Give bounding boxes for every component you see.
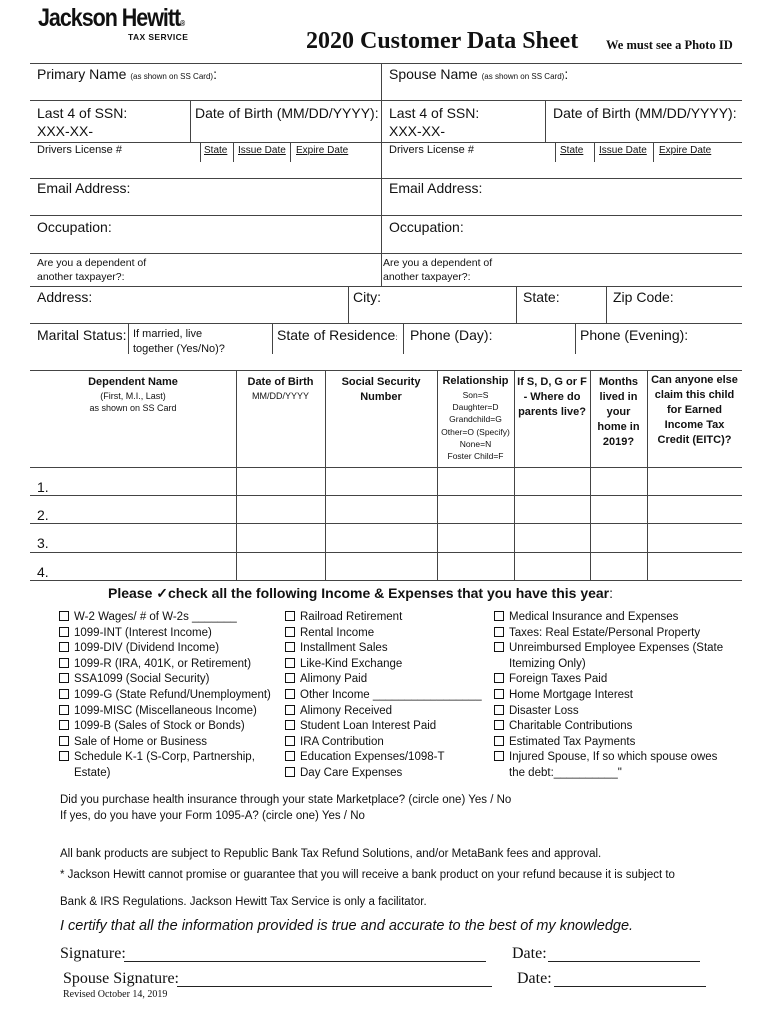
signature-date-line[interactable] — [548, 961, 700, 962]
checklist-item-label: Estate) — [74, 767, 111, 779]
income-checklist-item[interactable] — [285, 735, 384, 751]
col-header-months — [590, 375, 647, 450]
address-field[interactable]: Address: — [37, 289, 93, 305]
spouse-email-field[interactable]: Email Address: — [389, 180, 483, 196]
expense-checklist-item[interactable] — [494, 641, 723, 657]
relationship-code: Grandchild=G — [449, 414, 502, 425]
checkbox-icon[interactable] — [285, 673, 295, 683]
primary-ssn-field[interactable]: XXX-XX- — [37, 123, 94, 139]
checklist-item-label: the debt:__________" — [509, 767, 622, 779]
income-checklist-item[interactable] — [285, 766, 402, 782]
checkbox-icon[interactable] — [494, 673, 504, 683]
checklist-item-label: Alimony Paid — [300, 673, 368, 686]
checkbox-icon[interactable] — [494, 751, 504, 761]
income-title-text: check all the following Income & Expenses that you have this year — [168, 585, 610, 601]
spouse-license-expire-date[interactable]: Expire Date — [659, 145, 712, 156]
income-checklist-item[interactable] — [59, 719, 245, 735]
grid-line — [30, 253, 742, 254]
spouse-name-field[interactable] — [389, 66, 568, 82]
checkbox-icon[interactable] — [59, 720, 69, 730]
col-header-name-title: Dependent Name — [88, 376, 178, 388]
dependent-row-1[interactable]: 1. — [37, 479, 49, 495]
spouse-dob-field[interactable]: Date of Birth (MM/DD/YYYY): — [553, 105, 737, 121]
grid-divider — [128, 323, 129, 354]
expense-checklist-item[interactable] — [494, 750, 717, 766]
col-header-dob — [236, 375, 325, 402]
col-header-eitc-line1: Can anyone else — [651, 374, 738, 386]
expense-checklist-item[interactable] — [494, 735, 635, 751]
checkbox-icon[interactable] — [285, 611, 295, 621]
income-checklist-item[interactable] — [59, 626, 212, 642]
col-header-ssn-line2: Number — [360, 391, 402, 403]
primary-dob-field[interactable]: Date of Birth (MM/DD/YYYY): — [195, 105, 379, 121]
checklist-item-label: IRA Contribution — [300, 735, 384, 748]
spouse-ssn-field[interactable]: XXX-XX- — [389, 123, 446, 139]
relationship-code: Foster Child=F — [447, 451, 504, 462]
checklist-item-label: SSA1099 (Social Security) — [74, 673, 210, 686]
col-header-ssn — [325, 375, 437, 405]
married-live-together-question[interactable] — [133, 327, 225, 357]
income-checklist-item[interactable] — [285, 704, 392, 720]
primary-name-label: Primary Name — [37, 66, 127, 82]
checkbox-icon[interactable] — [59, 705, 69, 715]
checkbox-icon[interactable] — [59, 658, 69, 668]
checklist-item-label: Day Care Expenses — [300, 767, 403, 779]
income-checklist-continuation — [59, 766, 110, 782]
relationship-codes — [437, 389, 514, 462]
income-checklist-item[interactable] — [285, 719, 436, 735]
checkbox-icon[interactable] — [59, 689, 69, 699]
spouse-license-state[interactable]: State — [560, 145, 584, 156]
grid-divider — [272, 323, 273, 354]
income-checklist-item[interactable] — [285, 610, 402, 626]
checklist-item-label: Alimony Received — [300, 704, 393, 717]
col-header-months-line3: your — [606, 406, 631, 418]
checkbox-icon[interactable] — [285, 751, 295, 761]
col-header-dob-sub: MM/DD/YYYY — [251, 391, 309, 401]
signature-label: Signature: — [60, 945, 126, 962]
col-header-relationship — [437, 374, 514, 462]
table-line — [30, 495, 742, 496]
primary-name-colon: : — [213, 66, 217, 82]
expense-checklist-item[interactable] — [494, 672, 607, 688]
relationship-code: Daughter=D — [452, 402, 499, 413]
checkbox-icon[interactable] — [285, 627, 295, 637]
col-header-name-sub1: (First, M.I., Last) — [100, 391, 166, 401]
certification-statement: I certify that all the information provided is true and accurate to the best of my knowledge. — [60, 918, 634, 934]
relationship-code: Son=S — [462, 390, 489, 400]
logo-subtitle: TAX SERVICE — [128, 32, 189, 42]
income-checklist-item[interactable] — [285, 672, 367, 688]
income-checklist-item[interactable] — [59, 610, 237, 626]
checkbox-icon[interactable] — [285, 642, 295, 652]
col-header-eitc — [647, 373, 742, 448]
income-checklist-item[interactable] — [59, 750, 255, 766]
checklist-item-label: Installment Sales — [300, 642, 388, 655]
col-header-eitc-line3: for Earned — [666, 404, 722, 416]
phone-evening-field[interactable]: Phone (Evening): — [580, 327, 689, 343]
checklist-item-label: 1099-R (IRA, 401K, or Retirement) — [74, 657, 252, 670]
spouse-date-label: Date: — [517, 970, 552, 987]
checkbox-icon[interactable] — [285, 689, 295, 699]
checklist-item-label: Medical Insurance and Expenses — [509, 611, 679, 623]
signature-date-label: Date: — [512, 945, 547, 962]
dependent-row-4[interactable]: 4. — [37, 564, 49, 580]
marital-status-field[interactable]: Marital Status: — [37, 327, 127, 343]
state-of-residence-colon: : — [395, 333, 398, 342]
table-line — [30, 552, 742, 553]
income-section-title — [108, 585, 613, 602]
checkbox-icon[interactable] — [494, 689, 504, 699]
checkbox-icon[interactable] — [59, 751, 69, 761]
col-header-months-line4: home in — [597, 421, 640, 433]
checklist-item-label: Disaster Loss — [509, 704, 579, 717]
income-checklist-item[interactable] — [59, 688, 271, 704]
primary-email-field[interactable]: Email Address: — [37, 180, 131, 196]
checkbox-icon[interactable] — [494, 611, 504, 621]
spouse-license-issue-date[interactable]: Issue Date — [599, 145, 647, 156]
expense-checklist-item[interactable] — [494, 626, 700, 642]
checklist-item-label: Education Expenses/1098-T — [300, 751, 445, 764]
primary-license-expire-date[interactable]: Expire Date — [296, 145, 349, 156]
col-header-ssn-line1: Social Security — [341, 376, 421, 388]
checklist-item-label: Unreimbursed Employee Expenses (State — [509, 642, 724, 655]
col-header-months-line1: Months — [598, 376, 639, 388]
state-field[interactable]: State: — [523, 289, 560, 305]
photo-id-notice: We must see a Photo ID — [606, 38, 733, 52]
income-checklist-item[interactable] — [59, 641, 219, 657]
disclaimer-line-2: * Jackson Hewitt cannot promise or guarantee that you will receive a bank product on your refund because it is subject to — [60, 869, 675, 881]
disclaimer-line-3: Bank & IRS Regulations. Jackson Hewitt Tax Service is only a facilitator. — [60, 896, 427, 908]
dependent-row-3[interactable]: 3. — [37, 535, 49, 551]
spouse-dependent-question-line2: another taxpayer?: — [383, 271, 471, 283]
checkbox-icon[interactable] — [285, 658, 295, 668]
spouse-ssn-label: Last 4 of SSN: — [389, 105, 480, 121]
income-checklist-item[interactable] — [285, 641, 388, 657]
table-line — [30, 523, 742, 524]
checkbox-icon[interactable] — [494, 705, 504, 715]
grid-line — [30, 142, 742, 143]
expense-checklist-item[interactable] — [494, 688, 633, 704]
state-of-residence-label: State of Residence — [277, 327, 396, 343]
table-line — [30, 467, 742, 468]
checklist-item-label: Estimated Tax Payments — [509, 735, 636, 748]
col-header-eitc-line5: Credit (EITC)? — [657, 434, 732, 446]
dependent-row-2[interactable]: 2. — [37, 507, 49, 523]
income-checklist-item[interactable] — [285, 750, 444, 766]
primary-name-field[interactable] — [37, 66, 217, 82]
checkbox-icon[interactable] — [59, 736, 69, 746]
checklist-item-label: 1099-B (Sales of Stock or Bonds) — [74, 720, 245, 733]
primary-name-note: (as shown on SS Card) — [130, 72, 214, 81]
logo-registered-mark: ® — [180, 19, 185, 28]
expense-checklist-continuation — [494, 766, 622, 782]
checkbox-icon[interactable] — [59, 642, 69, 652]
grid-line — [30, 370, 742, 371]
form-1095a-question[interactable]: If yes, do you have your Form 1095-A? (circle one) Yes / No — [60, 810, 365, 822]
spouse-signature-line[interactable] — [177, 986, 492, 987]
col-header-eitc-line4: Income Tax — [664, 419, 725, 431]
grid-divider — [233, 142, 234, 162]
married-question-line2: together (Yes/No)? — [133, 343, 225, 355]
logo-name: Jackson Hewitt — [38, 4, 181, 32]
revision-date: Revised October 14, 2019 — [63, 989, 168, 1000]
grid-divider — [403, 323, 404, 354]
relationship-code: None=N — [459, 438, 492, 449]
checklist-item-label: Sale of Home or Business — [74, 735, 207, 748]
grid-divider — [545, 100, 546, 142]
checkbox-icon[interactable] — [285, 720, 295, 730]
checkbox-icon[interactable] — [494, 627, 504, 637]
col-header-parents-line3: parents live? — [518, 406, 586, 418]
checklist-item-label: 1099-MISC (Miscellaneous Income) — [74, 704, 257, 717]
married-question-line1: If married, live — [133, 328, 203, 340]
checkbox-icon[interactable] — [494, 736, 504, 746]
col-header-months-line2: lived in — [599, 391, 638, 403]
checklist-item-label: Other Income _________________ — [300, 689, 482, 701]
state-of-residence-field[interactable] — [277, 327, 398, 343]
col-header-dependent-name — [30, 375, 236, 414]
grid-divider — [555, 142, 556, 162]
spouse-name-colon: : — [564, 66, 569, 82]
checkbox-icon[interactable] — [59, 673, 69, 683]
checkmark-icon: ✓ — [156, 585, 168, 601]
checklist-item-label: Like-Kind Exchange — [300, 657, 403, 670]
grid-divider — [594, 142, 595, 162]
checklist-item-label: Injured Spouse, If so which spouse owes — [509, 751, 718, 764]
col-header-rel-title: Relationship — [442, 375, 509, 387]
checkbox-icon[interactable] — [285, 767, 295, 777]
income-checklist-item[interactable] — [59, 657, 251, 673]
form-title: 2020 Customer Data Sheet — [306, 28, 579, 54]
grid-divider — [200, 142, 201, 162]
income-checklist-item[interactable] — [59, 672, 210, 688]
col-header-name-sub2: as shown on SS Card — [89, 403, 177, 413]
checkbox-icon[interactable] — [285, 736, 295, 746]
grid-line — [30, 100, 742, 101]
income-checklist-item[interactable] — [285, 657, 402, 673]
expense-checklist-continuation — [494, 657, 586, 673]
income-title-colon: : — [609, 585, 614, 601]
checklist-item-label: Foreign Taxes Paid — [509, 673, 608, 686]
col-header-eitc-line2: claim this child — [654, 389, 735, 401]
city-field[interactable]: City: — [353, 289, 381, 305]
company-logo — [38, 4, 184, 33]
grid-divider — [348, 286, 349, 323]
grid-divider — [290, 142, 291, 162]
col-header-dob-title: Date of Birth — [247, 376, 314, 388]
income-checklist-item[interactable] — [285, 688, 482, 704]
signature-line[interactable] — [124, 961, 486, 962]
income-checklist-item[interactable] — [59, 704, 257, 720]
grid-line — [30, 286, 742, 287]
primary-dependent-question-line1: Are you a dependent of — [37, 257, 147, 269]
checklist-item-label: Rental Income — [300, 626, 375, 639]
disclaimer-line-1: All bank products are subject to Republic Bank Tax Refund Solutions, and/or MetaBank fees and approval. — [60, 848, 602, 860]
checklist-item-label: Charitable Contributions — [509, 720, 633, 733]
checklist-item-label: Home Mortgage Interest — [509, 689, 634, 701]
zip-code-field[interactable]: Zip Code: — [613, 289, 674, 305]
grid-line — [30, 63, 742, 64]
checkbox-icon[interactable] — [494, 720, 504, 730]
income-checklist-item[interactable] — [285, 626, 374, 642]
grid-divider — [653, 142, 654, 162]
col-header-parents-line2: - Where do — [523, 391, 581, 403]
spouse-dependent-question-line1: Are you a dependent of — [383, 257, 493, 269]
spouse-license-field[interactable]: Drivers License # — [389, 144, 474, 156]
primary-license-issue-date[interactable]: Issue Date — [238, 145, 286, 156]
checklist-item-label: Taxes: Real Estate/Personal Property — [509, 626, 701, 639]
grid-divider — [575, 323, 576, 354]
checkbox-icon[interactable] — [59, 611, 69, 621]
checklist-item-label: W-2 Wages/ # of W-2s _______ — [74, 611, 237, 623]
phone-day-field[interactable]: Phone (Day): — [410, 327, 493, 343]
income-title-pre: Please — [108, 585, 157, 601]
grid-line — [30, 215, 742, 216]
primary-ssn-label: Last 4 of SSN: — [37, 105, 128, 121]
spouse-signature-label: Spouse Signature: — [63, 970, 179, 987]
grid-line — [30, 178, 742, 179]
col-header-parents-line1: If S, D, G or F — [517, 376, 587, 388]
primary-occupation-field[interactable]: Occupation: — [37, 219, 112, 235]
primary-license-state[interactable]: State — [204, 145, 228, 156]
relationship-code: Other=O (Specify) — [441, 426, 510, 437]
spouse-date-line[interactable] — [554, 986, 706, 987]
checkbox-icon[interactable] — [494, 642, 504, 652]
grid-divider — [381, 63, 382, 286]
spouse-dependent-question[interactable] — [383, 256, 492, 284]
grid-divider — [516, 286, 517, 323]
grid-divider — [190, 100, 191, 142]
spouse-occupation-field[interactable]: Occupation: — [389, 219, 464, 235]
expense-checklist-item[interactable] — [494, 704, 579, 720]
primary-license-field[interactable]: Drivers License # — [37, 144, 122, 156]
primary-dependent-question-line2: another taxpayer?: — [37, 271, 125, 283]
checklist-item-label: 1099-INT (Interest Income) — [74, 626, 212, 639]
checklist-item-label: Railroad Retirement — [300, 611, 403, 623]
checklist-item-label: 1099-G (State Refund/Unemployment) — [74, 689, 271, 701]
checkbox-icon[interactable] — [285, 705, 295, 715]
spouse-name-note: (as shown on SS Card) — [481, 72, 565, 81]
expense-checklist-item[interactable] — [494, 719, 632, 735]
col-header-months-line5: 2019? — [602, 436, 635, 448]
expense-checklist-item[interactable] — [494, 610, 678, 626]
grid-line — [30, 323, 742, 324]
grid-divider — [606, 286, 607, 323]
primary-dependent-question[interactable] — [37, 256, 146, 284]
col-header-parents — [514, 375, 590, 420]
checkbox-icon[interactable] — [59, 627, 69, 637]
marketplace-question[interactable]: Did you purchase health insurance through your state Marketplace? (circle one) Yes / No — [60, 794, 512, 806]
checklist-item-label: Schedule K-1 (S-Corp, Partnership, — [74, 751, 255, 764]
table-line — [30, 580, 742, 581]
spouse-name-label: Spouse Name — [389, 66, 478, 82]
checklist-item-label: Student Loan Interest Paid — [300, 720, 437, 733]
checklist-item-label: 1099-DIV (Dividend Income) — [74, 642, 220, 655]
income-checklist-item[interactable] — [59, 735, 207, 751]
checklist-item-label: Itemizing Only) — [509, 657, 586, 670]
